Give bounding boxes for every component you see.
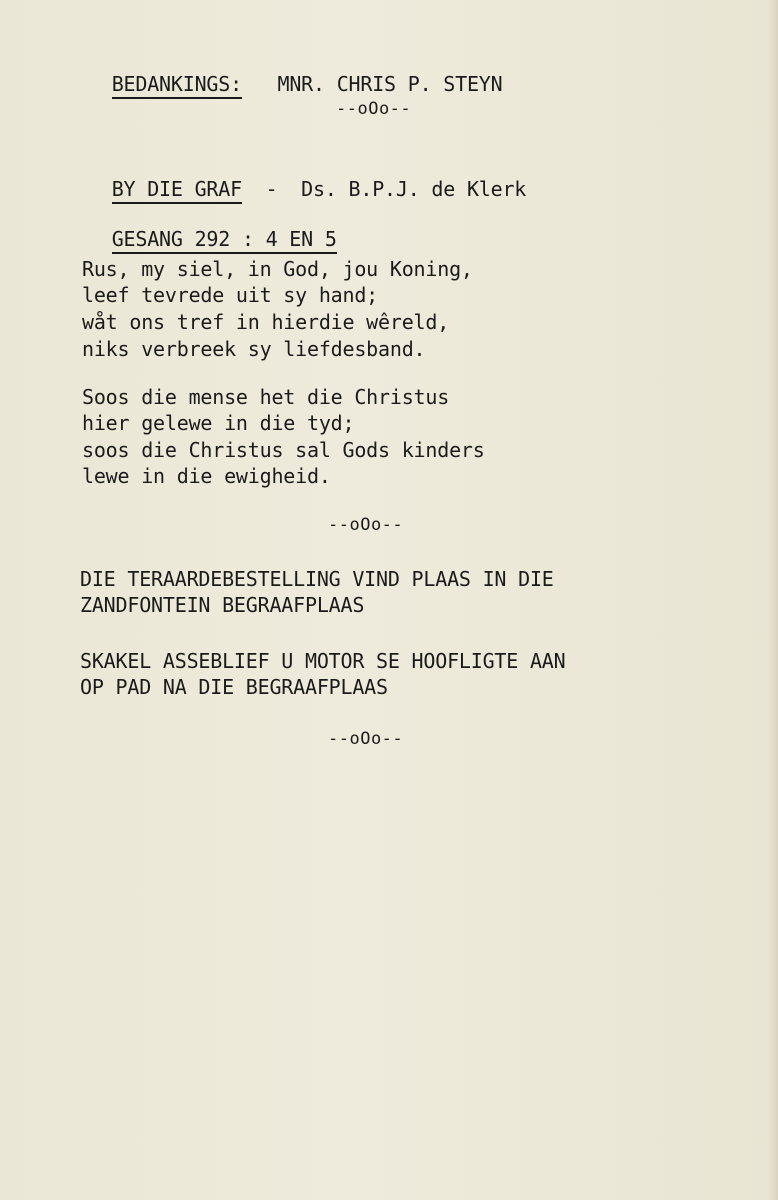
verse1-line-3: wåt ons tref in hierdie wêreld, bbox=[82, 310, 450, 334]
graveside-line bbox=[88, 150, 526, 202]
graveside-dash: - bbox=[265, 177, 278, 201]
headlights-notice-line-1: SKAKEL ASSEBLIEF U MOTOR SE HOOFLIGTE AAN bbox=[80, 649, 566, 673]
verse1-line-4: niks verbreek sy liefdesband. bbox=[82, 337, 426, 361]
verse2-line-3: soos die Christus sal Gods kinders bbox=[82, 438, 485, 462]
thanks-name: MNR. CHRIS P. STEYN bbox=[277, 72, 503, 96]
verse1-line-2: leef tevrede uit sy hand; bbox=[82, 283, 379, 307]
graveside-minister: Ds. B.P.J. de Klerk bbox=[301, 177, 527, 201]
verse2-line-1: Soos die mense het die Christus bbox=[82, 385, 450, 409]
page-edge-shadow bbox=[768, 0, 778, 1200]
burial-notice-line-2: ZANDFONTEIN BEGRAAFPLAAS bbox=[80, 593, 365, 617]
verse2-line-4: lewe in die ewigheid. bbox=[82, 464, 331, 488]
hymn-title: GESANG 292 : 4 EN 5 bbox=[112, 227, 337, 254]
separator-2: --oOo-- bbox=[328, 515, 404, 535]
burial-notice-line-1: DIE TERAARDEBESTELLING VIND PLAAS IN DIE bbox=[80, 567, 554, 591]
headlights-notice-line-2: OP PAD NA DIE BEGRAAFPLAAS bbox=[80, 675, 388, 699]
thanks-heading bbox=[88, 45, 502, 97]
separator-3: --oOo-- bbox=[328, 729, 404, 749]
hymn-title-line bbox=[88, 200, 337, 252]
verse2-line-2: hier gelewe in die tyd; bbox=[82, 411, 355, 435]
separator-1: --oOo-- bbox=[336, 99, 412, 119]
thanks-label: BEDANKINGS: bbox=[112, 72, 242, 99]
verse1-line-1: Rus, my siel, in God, jou Koning, bbox=[82, 257, 473, 281]
graveside-label: BY DIE GRAF bbox=[112, 177, 242, 204]
